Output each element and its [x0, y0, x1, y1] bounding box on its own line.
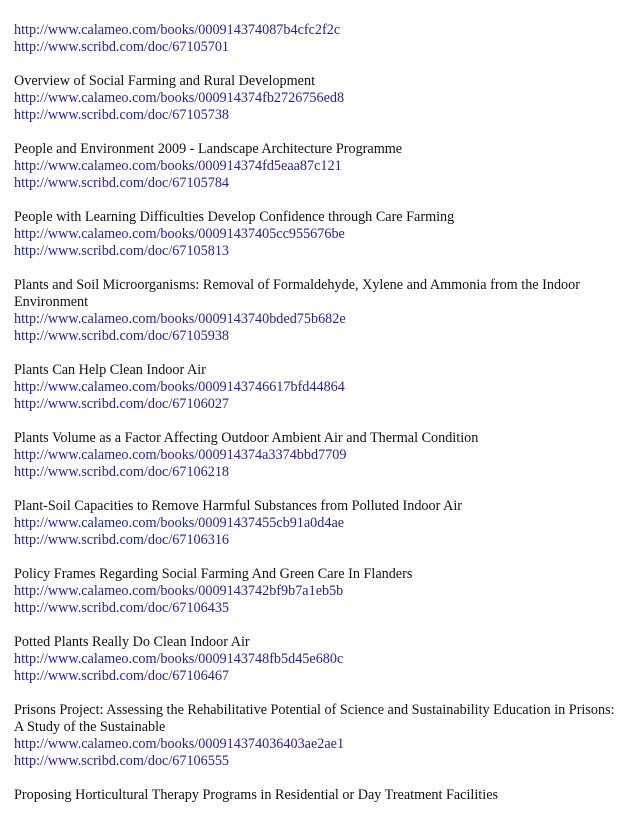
entry-title: Prisons Project: Assessing the Rehabilitative Potential of Science and Sustainability Education in Prisons: A Study of the Sustainable: [14, 702, 615, 735]
calameo-link[interactable]: http://www.calameo.com/books/00091437405cc955676be: [14, 226, 345, 242]
entry-title: Proposing Horticultural Therapy Programs in Residential or Day Treatment Facilities: [14, 787, 499, 803]
calameo-link[interactable]: http://www.calameo.com/books/000914374a3374bbd7709: [14, 447, 347, 463]
list-item: [14, 141, 626, 192]
list-item: [14, 566, 626, 617]
entry-title: Potted Plants Really Do Clean Indoor Air: [14, 634, 250, 650]
calameo-link[interactable]: http://www.calameo.com/books/0009143740bded75b682e: [14, 311, 346, 327]
scribd-link[interactable]: http://www.scribd.com/doc/67105784: [14, 175, 230, 191]
scribd-link[interactable]: http://www.scribd.com/doc/67106027: [14, 396, 230, 412]
scribd-link[interactable]: http://www.scribd.com/doc/67106218: [14, 464, 230, 480]
calameo-link[interactable]: http://www.calameo.com/books/0009143746617bfd44864: [14, 379, 345, 395]
list-item: [14, 277, 626, 345]
list-item: [14, 702, 626, 770]
entry-title: Policy Frames Regarding Social Farming And Green Care In Flanders: [14, 566, 413, 582]
entry-title: People and Environment 2009 - Landscape Architecture Programme: [14, 141, 403, 157]
entry-title: Plants and Soil Microorganisms: Removal of Formaldehyde, Xylene and Ammonia from the Indoor Environment: [14, 277, 580, 310]
top-links: [14, 22, 626, 56]
calameo-link[interactable]: http://www.calameo.com/books/00091437455cb91a0d4ae: [14, 515, 345, 531]
list-item: [14, 362, 626, 413]
calameo-link[interactable]: http://www.calameo.com/books/000914374fb2726756ed8: [14, 90, 345, 106]
scribd-link[interactable]: http://www.scribd.com/doc/67106467: [14, 668, 230, 684]
scribd-link[interactable]: http://www.scribd.com/doc/67105938: [14, 328, 230, 344]
document-page: [14, 22, 626, 821]
entry-title: Plants Can Help Clean Indoor Air: [14, 362, 206, 378]
calameo-link[interactable]: http://www.calameo.com/books/000914374087b4cfc2f2c: [14, 22, 341, 38]
list-item: [14, 430, 626, 481]
scribd-link[interactable]: http://www.scribd.com/doc/67106555: [14, 753, 230, 769]
scribd-link[interactable]: http://www.scribd.com/doc/67105813: [14, 243, 230, 259]
entry-title: People with Learning Difficulties Develop Confidence through Care Farming: [14, 209, 455, 225]
list-item: [14, 498, 626, 549]
calameo-link[interactable]: http://www.calameo.com/books/000914374036403ae2ae1: [14, 736, 345, 752]
calameo-link[interactable]: http://www.calameo.com/books/000914374fd5eaa87c121: [14, 158, 342, 174]
list-item: [14, 787, 626, 804]
scribd-link[interactable]: http://www.scribd.com/doc/67105738: [14, 107, 230, 123]
scribd-link[interactable]: http://www.scribd.com/doc/67105701: [14, 39, 230, 55]
scribd-link[interactable]: http://www.scribd.com/doc/67106316: [14, 532, 230, 548]
list-item: [14, 209, 626, 260]
scribd-link[interactable]: http://www.scribd.com/doc/67106435: [14, 600, 230, 616]
entry-title: Plant-Soil Capacities to Remove Harmful Substances from Polluted Indoor Air: [14, 498, 463, 514]
entry-title: Plants Volume as a Factor Affecting Outdoor Ambient Air and Thermal Condition: [14, 430, 479, 446]
calameo-link[interactable]: http://www.calameo.com/books/0009143748fb5d45e680c: [14, 651, 344, 667]
list-item: [14, 634, 626, 685]
list-item: [14, 73, 626, 124]
entry-title: Overview of Social Farming and Rural Development: [14, 73, 316, 89]
calameo-link[interactable]: http://www.calameo.com/books/0009143742bf9b7a1eb5b: [14, 583, 344, 599]
